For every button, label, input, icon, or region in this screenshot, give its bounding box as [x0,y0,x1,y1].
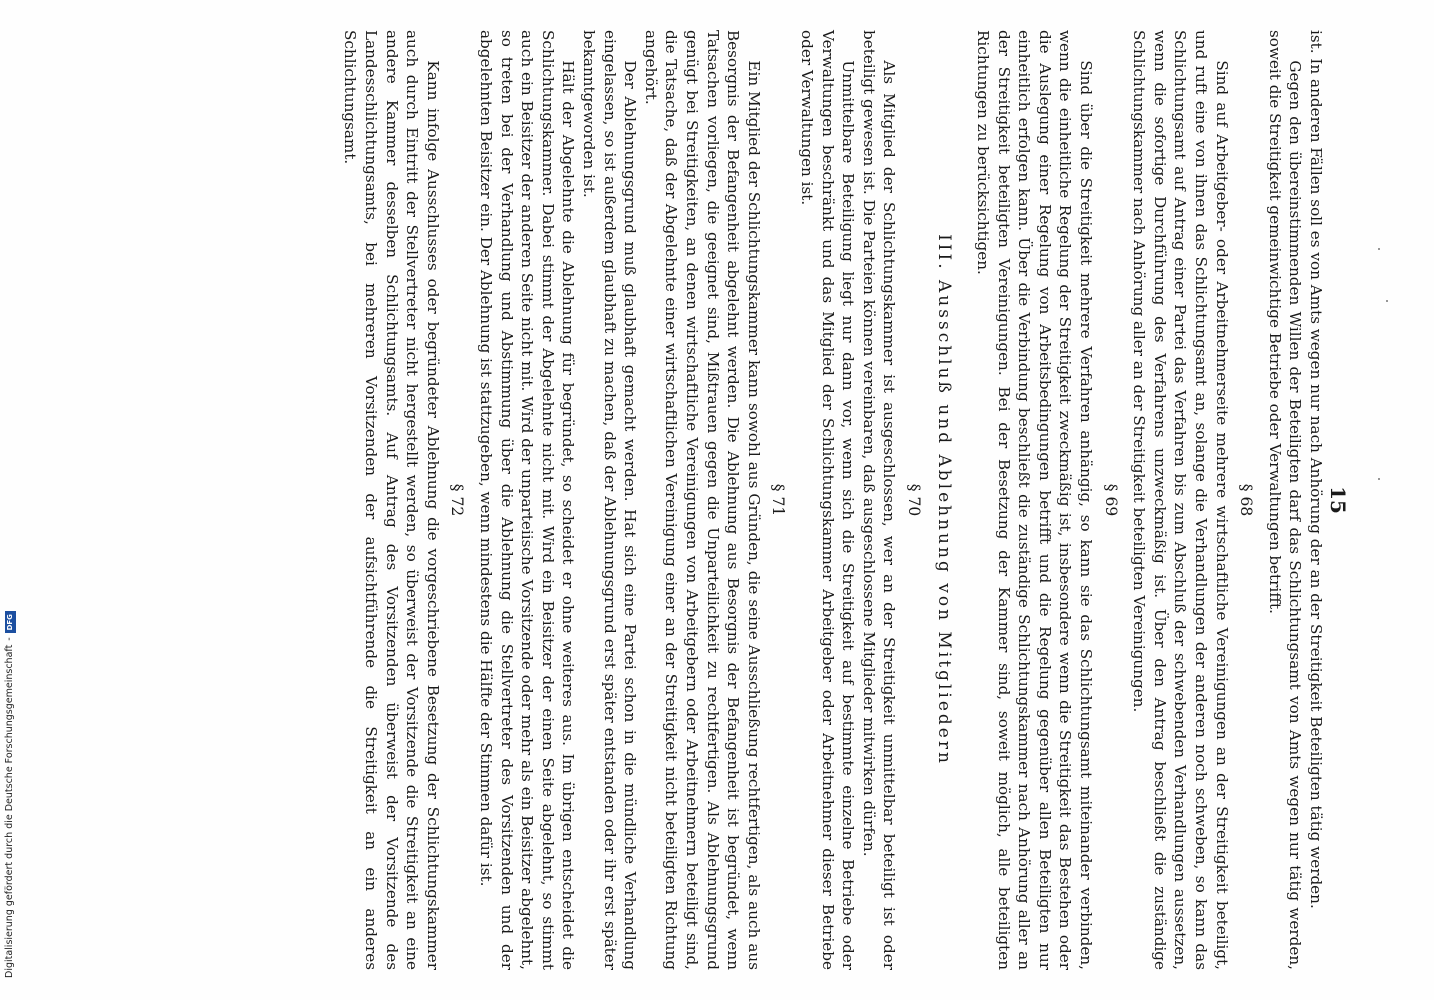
section-heading: § 72 [448,483,467,517]
scan-speck [1386,300,1388,302]
paragraph: Hält der Abgelehnte die Ablehnung für begründet, so scheidet er ohne weiteres aus. Im übrigen entscheidet die Schlichtungskammer. Dabei stimmt der Abgelehnte nicht mit. Wird ein Beisitzer der einen Seite abgelehnt, so stimmt auch ein Beisitzer der anderen Seite nicht mit. Wird der unparteiische Vorsitzende oder mehr als ein Beisitzer abgelehnt, so treten bei der Verhandlung und Abstimmung über die Ablehnung die Stellvertreter des Vorsitzenden und der abgelehnten Beisitzer ein. Der Ablehnung ist stattzugeben, wenn mindestens die Hälfte der Stimmen dafür ist. [477,30,578,970]
scan-speck [1378,478,1380,480]
section-heading: § 68 [1237,483,1256,517]
digitization-caption [3,18,17,978]
paragraph: ist. In anderen Fällen soll es von Amts wegen nur nach Anhörung der an der Streitigkeit Beteiligten tätig werden. [1307,30,1325,909]
caption-dash: - [4,637,15,641]
paragraph: Als Mitglied der Schlichtungskammer ist ausgeschlossen, wer an der Streitigkeit unmittelbar beteiligt ist oder beteiligt gewesen ist. Die Parteien können vereinbaren, daß ausgeschlossene Mitglieder mitwirken dürfen. [859,30,899,970]
section-heading: § 71 [769,483,788,517]
section-heading: § 69 [1101,483,1120,517]
chapter-heading: III. Ausschluß und Ablehnung von Mitgliedern [934,234,955,766]
paragraph: Sind auf Arbeitgeber- oder Arbeitnehmerseite mehrere wirtschaftliche Vereinigungen an der Streitigkeit beteiligt, und ruft eine von ihnen das Schlichtungsamt an, solange die Verhandlungen der anderen noch schweben, so kann das Schlichtungsamt auf Antrag einer Partei das Verfahren bis zum Abschluß der schwebenden Verhandlungen aussetzen, wenn die sofortige Durchführung des Verfahrens unzweckmäßig ist. Über den Antrag beschließt die zuständige Schlichtungskammer nach Anhörung aller an der Streitigkeit beteiligten Vereinigungen. [1130,30,1231,970]
paragraph: Der Ablehnungsgrund muß glaubhaft gemacht werden. Hat sich eine Partei schon in die mündliche Verhandlung eingelassen, so ist außerdem glaubhaft zu machen, daß der Ablehnungsgrund erst später entstanden oder ihr erst später bekanntgeworden ist. [580,30,640,970]
paragraph: Unmittelbare Beteiligung liegt nur dann vor, wenn sich die Streitigkeit auf bestimmte einzelne Betriebe oder Verwaltungen beschränkt und das Mitglied der Schlichtungskammer Arbeitgeber oder Arbeitnehmer dieser Betriebe oder Verwaltungen ist. [797,30,858,970]
dfg-logo: DFG [5,611,16,633]
paragraph: Ein Mitglied der Schlichtungskammer kann sowohl aus Gründen, die seine Ausschließung rechtfertigen, als auch aus Besorgnis der Befangenheit abgelehnt werden. Die Ablehnung aus Besorgnis der Befangenheit ist begründet, wenn Tatsachen vorliegen, die geeignet sind, Mißtrauen gegen die Unparteilichkeit zu rechtfertigen. Als Ablehnungsgrund genügt bei Streitigkeiten, an denen wirtschaftliche Vereinigungen von Arbeitgebern oder Arbeitnehmern beteiligt sind, die Tatsache, daß der Abgelehnte einer wirtschaftlichen Vereinigung einer an der Streitigkeit nicht beteiligten Richtung angehört. [641,30,763,970]
paragraph: Gegen den übereinstimmenden Willen der Beteiligten darf das Schlichtungsamt von Amts wegen nur tätig werden, soweit die Streitigkeit gemeinwichtige Betriebe oder Verwaltungen betrifft. [1265,30,1305,970]
paragraph: Kann infolge Ausschlusses oder begründeter Ablehnung die vorgeschriebene Besetzung der Schlichtungskammer auch durch Eintritt der Stellvertreter nicht hergestellt werden, so überweist der Vorsitzende die Streitigkeit an eine andere Kammer desselben Schlichtungsamts. Auf Antrag des Vorsitzenden überweist der Vorsitzende des Landesschlichtungsamts, bei mehreren Vorsitzenden der aufsichtführende die Streitigkeit an ein anderes Schlichtungsamt. [341,30,442,970]
rotated-document-page [110,20,1350,980]
document-body [340,30,1326,970]
paragraph: Sind über die Streitigkeit mehrere Verfahren anhängig, so kann sie das Schlichtungsamt miteinander verbinden, wenn die einheitliche Regelung der Streitigkeit zweckmäßig ist, insbesondere wenn die Streitigkeit das Bestehen oder die Auslegung einer Regelung von Arbeitsbedingungen betrifft und die Regelung gegenüber allen Beteiligten nur einheitlich erfolgen kann. Über die Verbindung beschließt die zuständige Schlichtungskammer nach Anhörung aller an der Streitigkeit beteiligten Vereinigungen. Bei der Besetzung der Kammer sind, soweit möglich, alle beteiligten Richtungen zu berücksichtigen. [974,30,1096,970]
section-heading: § 70 [904,483,923,517]
page-number: 15 [1326,486,1350,514]
scan-speck [1378,248,1380,250]
caption-text: Digitalisierung gefördert durch die Deutsche Forschungsgemeinschaft [4,644,15,978]
